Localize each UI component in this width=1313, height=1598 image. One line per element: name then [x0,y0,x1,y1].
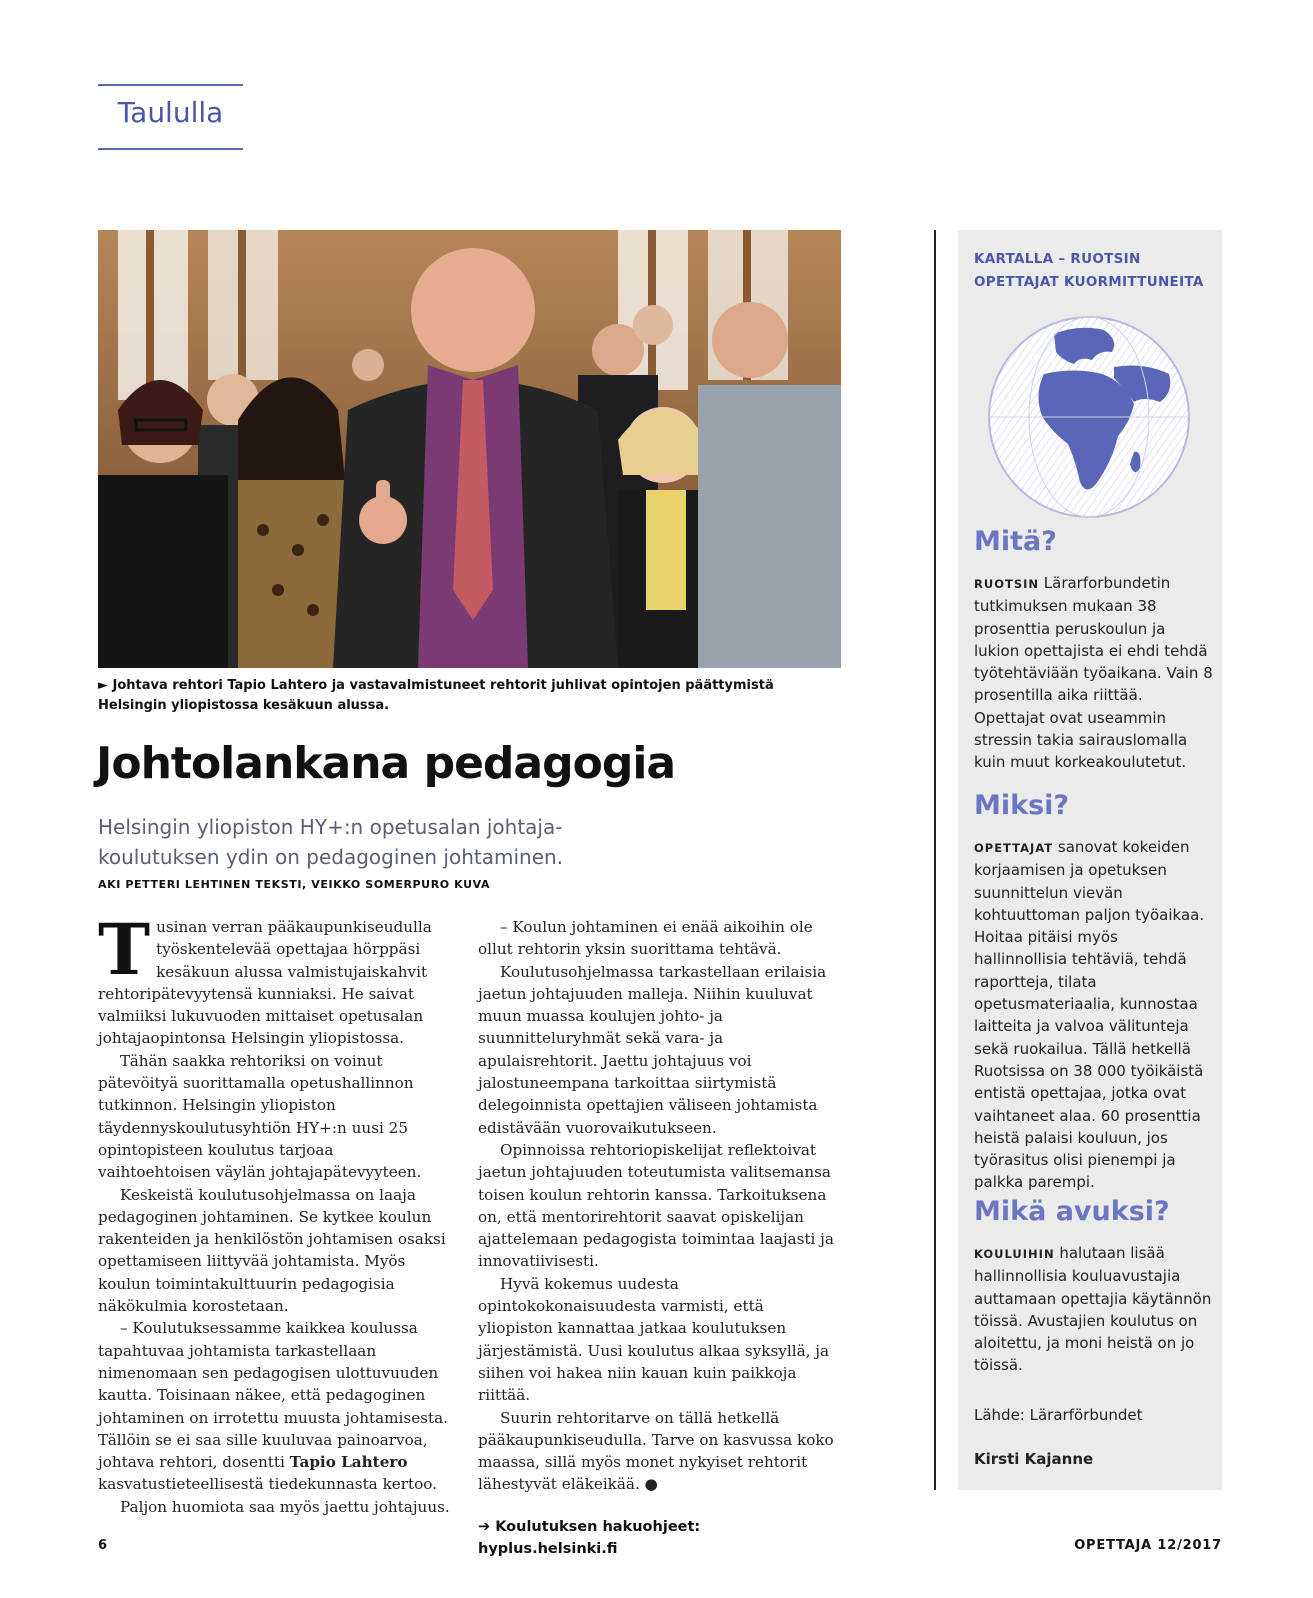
sidebar-text-why: OPETTAJAT sanovat kokeiden korjaamisen ja opetuksen suunnittelun vievän kohtuuttoman paljon työaikaa. Hoitaa pitäisi myös hallinnollisia tehtäviä, tehdä raportteja, tilata opetusmateriaalia, kunnostaa laitteita ja valvoa välitunteja sekä ruokailua. Tällä hetkellä Ruotsissa on 38 000 työikäistä entistä opettajaa, jotka ovat vaihtaneet alaa. 60 prosenttia heistä palaisi kouluun, jos työrasitus olisi pienempi ja palkka parempi. [974,838,1205,1192]
article-photo [98,230,841,668]
section-rule-bottom [98,148,243,150]
sidebar-source: Lähde: Lärarförbundet [974,1406,1143,1424]
photo-caption: ► Johtava rehtori Tapio Lahtero ja vastavalmistuneet rehtorit juhlivat opintojen päättymistä Helsingin yliopistossa kesäkuun alussa. [98,678,774,713]
paragraph: Koulutusohjelmassa tarkastellaan erilaisia jaetun johtajuuden malleja. Niihin kuuluvat muun muassa koulujen johto- ja suunnitteluryhmät sekä vara- ja apulaisrehtorit. Jaettu johtajuus voi jalostuneempana tarkoittaa siirtymistä delegoinnista opettajien väliseen johtamista edistävään vuorovaikutukseen. [478,962,827,1137]
paragraph: Keskeistä koulutusohjelmassa on laaja pedagoginen johtaminen. Se kytkee koulun rakenteiden ja henkilöstön johtamisen osaksi opettamiseen liittyvää johtamista. Myös koulun toimintakulttuurin pedagogisia näkökulmia korostetaan. [98,1185,446,1316]
sidebar-author: Kirsti Kajanne [974,1450,1094,1468]
page-number: 6 [98,1538,108,1553]
column-divider [934,230,936,1490]
sidebar-text-what: RUOTSIN Lärarforbundetin tutkimuksen mukaan 38 prosenttia peruskoulun ja lukion opettajista ei ehdi tehdä työtehtäviään työaikana. Vain 8 prosentilla aika riittää. Opettajat ovat useammin stressin takia sairauslomalla kuin muut korkeakoulutetut. [974,574,1213,772]
paragraph: – Koulutuksessamme kaikkea koulussa tapahtuvaa johtamista tarkastellaan nimenomaan sen pedagogisen ulottuvuuden kautta. Toisinaan näkee, että pedagoginen johtaminen on irrotettu muusta johtamisesta. Tällöin se ei saa sille kuuluvaa painoarvoa, johtava rehtori, dosentti Tapio Lahtero kasvatustieteellisestä tiedekunnasta kertoo. [98,1319,448,1494]
paragraph: – Koulun johtaminen ei enää aikoihin ole ollut rehtorin yksin suorittama tehtävä. [478,918,813,959]
paragraph: Hyvä kokemus uudesta opintokokonaisuudesta varmisti, että yliopiston kannattaa jatkaa koulutuksen järjestämistä. Uusi koulutus alkaa syksyllä, ja siihen voi hakea niin kauan kuin paikkoja riittää. [478,1274,830,1405]
article-column-1 [98,908,450,1518]
drop-cap: T [98,908,151,991]
globe-icon [984,312,1194,522]
paragraph: Tusinan verran pääkaupunkiseudulla työskentelevää opettajaa hörppäsi kesäkuun alussa valmistujaiskahvit rehtoripätevyytensä kunniaksi. He saivat valmiiksi lukuvuoden mittaiset opetusalan johtajaopintonsa Helsingin yliopistossa. [98,908,432,1048]
sidebar-heading-help: Mikä avuksi? [974,1196,1170,1227]
section-rule-top [98,84,243,86]
person-name: Tapio Lahtero [289,1453,408,1472]
sidebar-heading-what: Mitä? [974,526,1057,557]
article-headline: Johtolankana pedagogia [96,738,676,789]
sidebar-text-help: KOULUIHIN halutaan lisää hallinnollisia kouluavustajia auttamaan opettajia käytännön töissä. Avustajien koulutus on aloitettu, ja moni heistä on jo töissä. [974,1244,1212,1375]
paragraph: Paljon huomiota saa myös jaettu johtajuus. [120,1497,450,1516]
paragraph: Suurin rehtoritarve on tällä hetkellä pääkaupunkiseudulla. Tarve on kasvussa koko maassa, sillä myös monet nykyiset rehtorit lähestyvät eläkeikää. ● [478,1408,834,1494]
sidebar-heading-why: Miksi? [974,790,1070,821]
paragraph: Opinnoissa rehtoriopiskelijat reflektoivat jaetun johtajuuden toteutumista valitsemansa toisen koulun rehtorin kanssa. Tarkoituksena on, että mentorirehtorit saavat opiskelijan ajattelemaan pedagogista toimintaa laajasti ja innovatiivisesti. [478,1140,834,1271]
group-photo-illustration [98,230,841,668]
publication-issue: OPETTAJA 12/2017 [1074,1538,1222,1553]
paragraph: Tähän saakka rehtoriksi on voinut pätevöityä suorittamalla opetushallinnon tutkinnon. Helsingin yliopiston täydennyskoulutusyhtiön HY+:n uusi 25 opintopisteen koulutus tarjoaa vaihtoehtoisen väylän johtajapätevyyteen. [98,1051,422,1182]
sidebar-kicker: KARTALLA – RUOTSIN OPETTAJAT KUORMITTUNEITA [974,251,1204,290]
article-dek: Helsingin yliopiston HY+:n opetusalan johtaja-koulutuksen ydin on pedagoginen johtaminen. [98,815,564,869]
application-link[interactable]: ➔ Koulutuksen hakuohjeet: hyplus.helsinki.fi [478,1518,701,1558]
sidebar-box [958,230,1222,1490]
section-label: Taululla [117,96,224,129]
article-column-2 [478,916,836,1560]
article-byline: AKI PETTERI LEHTINEN TEKSTI, VEIKKO SOMERPURO KUVA [98,878,491,891]
